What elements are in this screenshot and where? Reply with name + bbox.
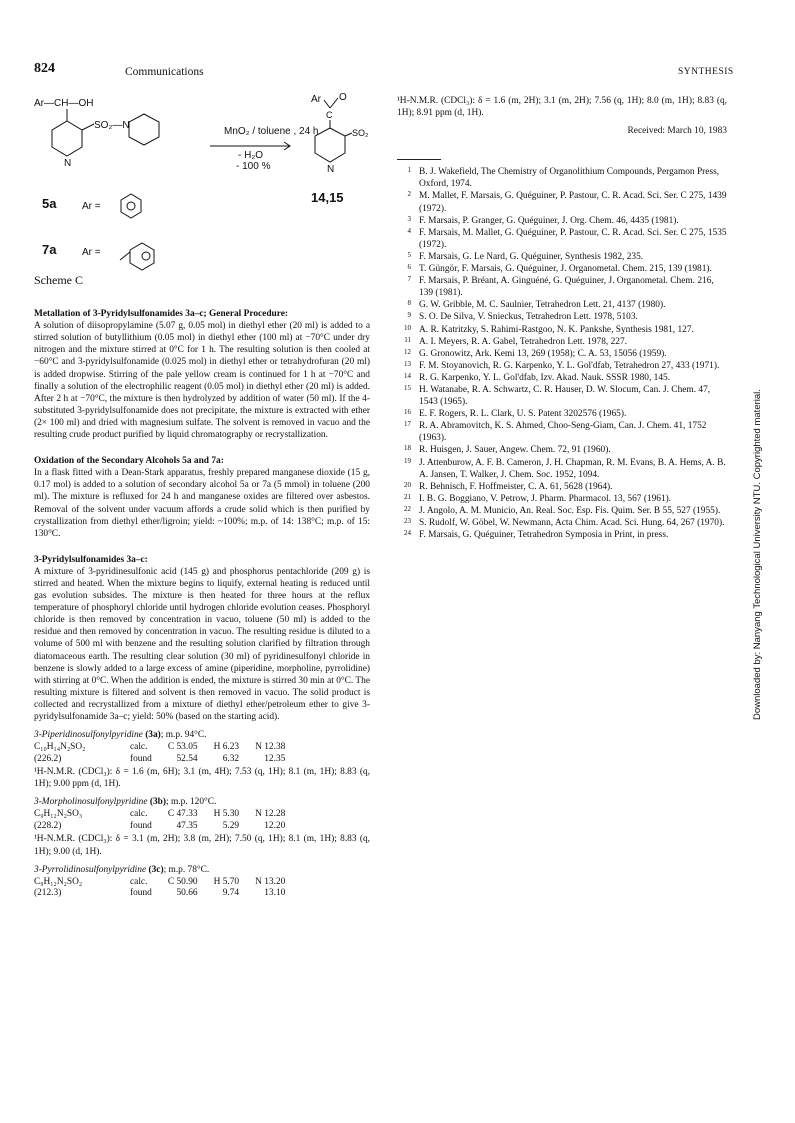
reference-item — [397, 384, 727, 408]
reference-number: 5 — [407, 250, 411, 259]
formula: C₉H₁₂N₂SO₂ — [34, 876, 83, 887]
svg-text:N: N — [327, 164, 335, 175]
analysis-cell: found — [130, 820, 152, 831]
reference-number: 10 — [404, 323, 411, 332]
reference-number: 8 — [407, 299, 411, 308]
analysis-cell: 52.54 — [176, 753, 198, 764]
reference-text: F. Marsais, P. Bréant, A. Ginguéné, G. Quéguiner, J. Organometal. Chem. 216, 139 (1981). — [419, 276, 714, 299]
reference-text: B. J. Wakefield, The Chemistry of Organolithium Compounds, Pergamon Press, Oxford, 1974. — [419, 167, 720, 190]
reference-number: 9 — [407, 311, 411, 320]
analysis-table — [34, 809, 301, 832]
compound-3c — [34, 864, 370, 900]
reference-text: G. Gronowitz, Ark. Kemi 13, 269 (1958); C. A. 53, 15056 (1959). — [419, 348, 667, 359]
reference-number: 1 — [407, 166, 411, 175]
reference-item — [397, 360, 727, 372]
reference-number: 23 — [404, 517, 411, 525]
reference-number: 2 — [407, 190, 411, 199]
ar-equals-7a: Ar = — [82, 247, 101, 258]
reference-item — [397, 324, 727, 336]
analysis-cell: 6.32 — [222, 753, 240, 764]
reference-text: H. Watanabe, R. A. Schwartz, C. R. Hauser, D. W. Slocum, Can. J. Chem. 47, 1543 (1965). — [419, 384, 711, 408]
reference-text: R. G. Karpenko, Y. L. Gol'dfab, Izv. Akad. Nauk. SSSR 1980, 145. — [419, 372, 671, 383]
footnote-rule — [397, 159, 441, 160]
analysis-cell: C 53.05 — [167, 742, 198, 753]
download-notice-text: Downloaded by: Nanyang Technological University NTU. Copyrighted material. — [752, 389, 763, 720]
compound-3a — [34, 729, 370, 790]
product-label: 14,15 — [311, 190, 344, 205]
compound-name: 3-Morpholinosulfonylpyridine — [34, 797, 148, 808]
melting-point: ; m.p. 78°C. — [163, 864, 210, 875]
water-loss-label: - H₂O — [238, 150, 263, 161]
reference-number: 17 — [404, 420, 411, 429]
nmr-data: ¹H-N.M.R. (CDCl₃): δ = 1.6 (m, 6H); 3.1 (m, 4H); 7.53 (q, 1H); 8.1 (m, 1H); 8.83 (q, 1H); 9.00 ppm (d, 1H). — [34, 767, 370, 790]
reference-number: 20 — [404, 480, 411, 489]
reference-item — [397, 505, 727, 517]
analysis-cell: calc. — [130, 742, 148, 753]
reference-item — [397, 493, 727, 505]
section-name: Communications — [125, 66, 204, 78]
reference-text: G. W. Gribble, M. C. Saulnier, Tetrahedron Lett. 21, 4137 (1980). — [419, 300, 666, 311]
svg-text:Ar: Ar — [311, 94, 321, 105]
analysis-cell: C 47.33 — [167, 809, 198, 820]
nmr-data-continued: ¹H-N.M.R. (CDCl₃): δ = 1.6 (m, 2H); 3.1 (m, 2H); 7.56 (q, 1H); 8.0 (m, 1H); 8.83 (q, 1H); 8.91 ppm (d, 1H). — [397, 96, 727, 119]
scheme-caption: Scheme C — [34, 273, 83, 287]
analysis-cell: 13.10 — [264, 888, 286, 899]
reference-text: F. Marsais, G. Le Nard, G. Quéguiner, Synthesis 1982, 235. — [419, 251, 644, 262]
reference-number: 16 — [404, 408, 411, 417]
reference-item — [397, 166, 727, 190]
reference-text: R. A. Abramovitch, K. S. Ahmed, Choo-Seng-Giam, Can. J. Chem. 41, 1752 (1963). — [419, 421, 707, 444]
svg-text:SO₂: SO₂ — [352, 128, 369, 138]
analysis-cell: 12.20 — [264, 820, 286, 831]
compound-id: (3c) — [148, 864, 164, 875]
reference-number: 4 — [407, 226, 411, 235]
reference-number: 21 — [404, 492, 411, 501]
reference-item — [397, 348, 727, 360]
svg-text:N: N — [64, 158, 72, 169]
reference-number: 18 — [404, 444, 411, 453]
pyridylsulfonamides-heading: 3-Pyridylsulfonamides 3a–c: — [34, 554, 148, 565]
formula: C₉H₁₂N₂SO₃ — [34, 809, 83, 820]
analysis-cell: C 50.90 — [167, 876, 198, 887]
reference-item — [397, 190, 727, 214]
reference-text: M. Mallet, F. Marsais, G. Quéguiner, P. Pastour, C. R. Acad. Sci. Ser. C 275, 1439 (1972). — [419, 191, 727, 214]
page-number: 824 — [34, 61, 55, 76]
analysis-cell: calc. — [130, 876, 148, 887]
reference-text: A. R. Katritzky, S. Rahimi-Rastgoo, N. K. Pankshe, Synthesis 1981, 127. — [419, 324, 694, 335]
compound-7a-label: 7a — [42, 242, 57, 257]
compound-5a-label: 5a — [42, 196, 57, 211]
oxidation-heading: Oxidation of the Secondary Alcohols 5a and 7a: — [34, 456, 224, 467]
compound-id: (3b) — [149, 797, 167, 808]
reference-number: 22 — [404, 504, 411, 513]
analysis-cell: found — [130, 753, 152, 764]
reference-item — [397, 336, 727, 348]
reference-text: F. Marsais, M. Mallet, G. Quéguiner, P. Pastour, C. R. Acad. Sci. Ser. C 275, 1535 (1972). — [419, 227, 727, 250]
analysis-cell: N 13.20 — [255, 876, 286, 887]
reference-text: F. M. Stoyanovich, R. G. Karpenko, Y. L. Gol'dfab, Tetrahedron 27, 433 (1971). — [419, 360, 720, 371]
analysis-cell: 9.74 — [222, 888, 240, 899]
reference-item — [397, 275, 727, 299]
reference-text: R. Behnisch, F. Hoffmeister, C. A. 61, 5628 (1964). — [419, 481, 613, 492]
analysis-cell: H 5.70 — [213, 876, 240, 887]
reference-item — [397, 372, 727, 384]
reference-number: 14 — [404, 371, 411, 380]
analysis-cell: 12.35 — [264, 753, 286, 764]
reference-item — [397, 481, 727, 493]
formula: C₁₀H₁₄N₂SO₂ — [34, 742, 86, 753]
reference-text: F. Marsais, P. Granger, G. Quéguiner, J. Org. Chem. 46, 4435 (1981). — [419, 215, 679, 226]
reference-number: 19 — [404, 456, 411, 465]
reference-item — [397, 457, 727, 481]
molecular-weight: (226.2) — [34, 753, 62, 764]
reference-text: T. Güngör, F. Marsais, G. Quéguiner, J. Organometal. Chem. 215, 139 (1981). — [419, 264, 712, 275]
analysis-cell: H 5.30 — [213, 809, 240, 820]
analysis-table — [34, 877, 301, 900]
reference-text: S. Rudolf, W. Göbel, W. Newmann, Acta Chim. Acad. Sci. Hung. 64, 267 (1970). — [419, 518, 725, 528]
nmr-data: ¹H-N.M.R. (CDCl₃): δ = 3.1 (m, 2H); 3.8 (m, 2H); 7.50 (q, 1H); 8.1 (m, 1H); 8.83 (q, 1H); 9.00 (d, 1H). — [34, 834, 370, 857]
reference-number: 24 — [404, 529, 411, 538]
reference-text: J. Attenburow, A. F. B. Cameron, J. H. Chapman, R. M. Evans, B. A. Hems, A. B. A. Jansen, T. Walker, J. Chem. Soc. 1952, 1094. — [419, 457, 726, 480]
reagent-label: MnO₂ / toluene , 24 h — [224, 126, 319, 137]
svg-text:SO₂—N: SO₂—N — [94, 120, 130, 131]
compound-3b — [34, 796, 370, 857]
compound-id: (3a) — [145, 730, 161, 741]
oxidation-procedure: In a flask fitted with a Dean-Stark apparatus, freshly prepared manganese dioxide (15 g, 0.17 mol) is added to a solution of secondary alcohol 5a or 7a (5 mmol) in toluene (200 ml). The mixture is refluxed for 24 h and manganese oxides are filtered over asbestos. Removal of the solvent under vacuum affords a crude solid which is then purified by crystallization from diethyl ether/ligroin; yield: ~100%; m.p. of 14: 138°C; m.p. of 15: 130°C. — [34, 468, 370, 539]
metallation-procedure: A solution of diisopropylamine (5.07 g, 0.05 mol) in diethyl ether (20 ml) is added to a stirred solution of butyllithium (0.05 mol) in diethyl ether (100 ml) at −70°C under dry nitrogen and the mixture stirred at 0°C for 1 h. The resulting solution is then cooled at −60°C and 3-pyridylsulfonamide (0.025 mol) in diethyl ether or tetrahydrofuran (20 ml) is added dropwise. Stirring of the pale yellow cream is continued for 1 h at −70°C and finally a solution of the electrophilic reagent (0.05 mol) in diethyl ether (20 ml) is added. After 2 h at −70°C, the mixture is then hydrolyzed by addition of water (50 ml). If the 4-substituted 3-pyridylsulfonamide does not precipitate, the mixture is extracted with ether (2× 100 ml) and dried with magnesium sulfate. The solvent is removed in vacuo and the resulting crude product purified by liquid chromatography or recrystallization. — [34, 321, 370, 441]
reference-text: I. B. G. Boggiano, V. Petrow, J. Pharm. Pharmacol. 13, 567 (1961). — [419, 493, 672, 504]
reference-number: 11 — [404, 335, 411, 344]
analysis-cell: found — [130, 888, 152, 899]
download-notice — [740, 340, 763, 720]
reference-number: 7 — [407, 275, 411, 284]
analysis-cell: N 12.28 — [255, 809, 286, 820]
analysis-table — [34, 742, 301, 765]
reference-text: A. I. Meyers, R. A. Gabel, Tetrahedron Lett. 1978, 227. — [419, 336, 627, 347]
reference-item — [397, 299, 727, 311]
reference-text: J. Angolo, A. M. Municio, An. Real. Soc. Esp. Fis. Quim. Ser. B 55, 527 (1955). — [419, 505, 721, 516]
reference-item — [397, 408, 727, 420]
received-date: Received: March 10, 1983 — [627, 126, 727, 137]
pyridylsulfonamides-procedure: A mixture of 3-pyridinesulfonic acid (145 g) and phosphorus pentachloride (209 g) is stirred and heated. When the mixture begins to liquify, external heating is reduced until gas evolution subsides. The mixture is then heated for three hours at the reflux temperature of phosphoryl chloride until hydrogen chloride evolution ceases. Phosphoryl chloride is then removed by concentration in vacuo, toluene (50 ml) is added to the residue and then removed by concentration in vacuo. The resulting residue is diluted to a volume of 500 ml with benzene and the resulting solution clarified by filtration through diatomaceous earth. The resulting clear solution (30 ml) of pyridinesulfonyl chloride in benzene is slowly added to a large excess of amine (piperidine, morpholine, pyrrolidine) with stirring at 0°C. When the addition is ended, the mixture is stirred 30 min at 0°C. The resulting mixture is filtered and solvent is then removed in vacuo. The solid product is collected and recrystallized from a mixture of diethyl ether/petroleum ether to give 3-pyridylsulfonamide 3a–c; yield: 50% (based on the starting acid). — [34, 566, 370, 722]
svg-text:Ar—CH—OH: Ar—CH—OH — [34, 98, 94, 109]
reference-text: E. F. Rogers, R. L. Clark, U. S. Patent 3202576 (1965). — [419, 409, 627, 420]
reference-number: 15 — [404, 383, 411, 392]
reference-text: F. Marsais, G. Quéguiner, Tetrahedron Symposia in Print, in press. — [419, 530, 669, 541]
analysis-cell: calc. — [130, 809, 148, 820]
analysis-cell: 5.29 — [222, 820, 240, 831]
reference-item — [397, 517, 727, 529]
melting-point: ; m.p. 120°C. — [166, 797, 217, 808]
journal-name: SYNTHESIS — [678, 67, 734, 77]
analysis-cell: N 12.38 — [255, 742, 286, 753]
ar-equals-5a: Ar = — [82, 201, 101, 212]
reference-text: S. O. De Silva, V. Snieckus, Tetrahedron Lett. 1978, 5103. — [419, 312, 638, 323]
yield-label: - 100 % — [236, 161, 271, 172]
left-column — [34, 88, 370, 901]
reference-item — [397, 215, 727, 227]
molecular-weight: (228.2) — [34, 820, 62, 831]
metallation-heading: Metallation of 3-Pyridylsulfonamides 3a–c; General Procedure: — [34, 309, 289, 320]
svg-text:O: O — [339, 92, 347, 103]
melting-point: ; m.p. 94°C. — [160, 730, 207, 741]
analysis-cell: H 6.23 — [213, 742, 240, 753]
reference-item — [397, 263, 727, 275]
molecular-weight: (212.3) — [34, 888, 62, 899]
reference-item — [397, 529, 727, 541]
svg-text:C: C — [326, 110, 333, 120]
analysis-cell: 47.35 — [176, 820, 198, 831]
reference-number: 3 — [407, 214, 411, 223]
reference-item — [397, 444, 727, 456]
reference-number: 6 — [407, 263, 411, 272]
reference-text: R. Huisgen, J. Sauer, Angew. Chem. 72, 91 (1960). — [419, 445, 611, 456]
compound-name: 3-Piperidinosulfonylpyridine — [34, 730, 143, 741]
reference-item — [397, 251, 727, 263]
reference-number: 12 — [404, 347, 411, 356]
reaction-scheme — [34, 88, 370, 278]
reference-number: 13 — [404, 359, 411, 368]
reference-list — [397, 166, 727, 541]
right-column — [397, 95, 727, 541]
reference-item — [397, 227, 727, 251]
compound-name: 3-Pyrrolidinosulfonylpyridine — [34, 864, 147, 875]
analysis-cell: 50.66 — [176, 888, 198, 899]
reference-item — [397, 311, 727, 323]
reference-item — [397, 420, 727, 444]
